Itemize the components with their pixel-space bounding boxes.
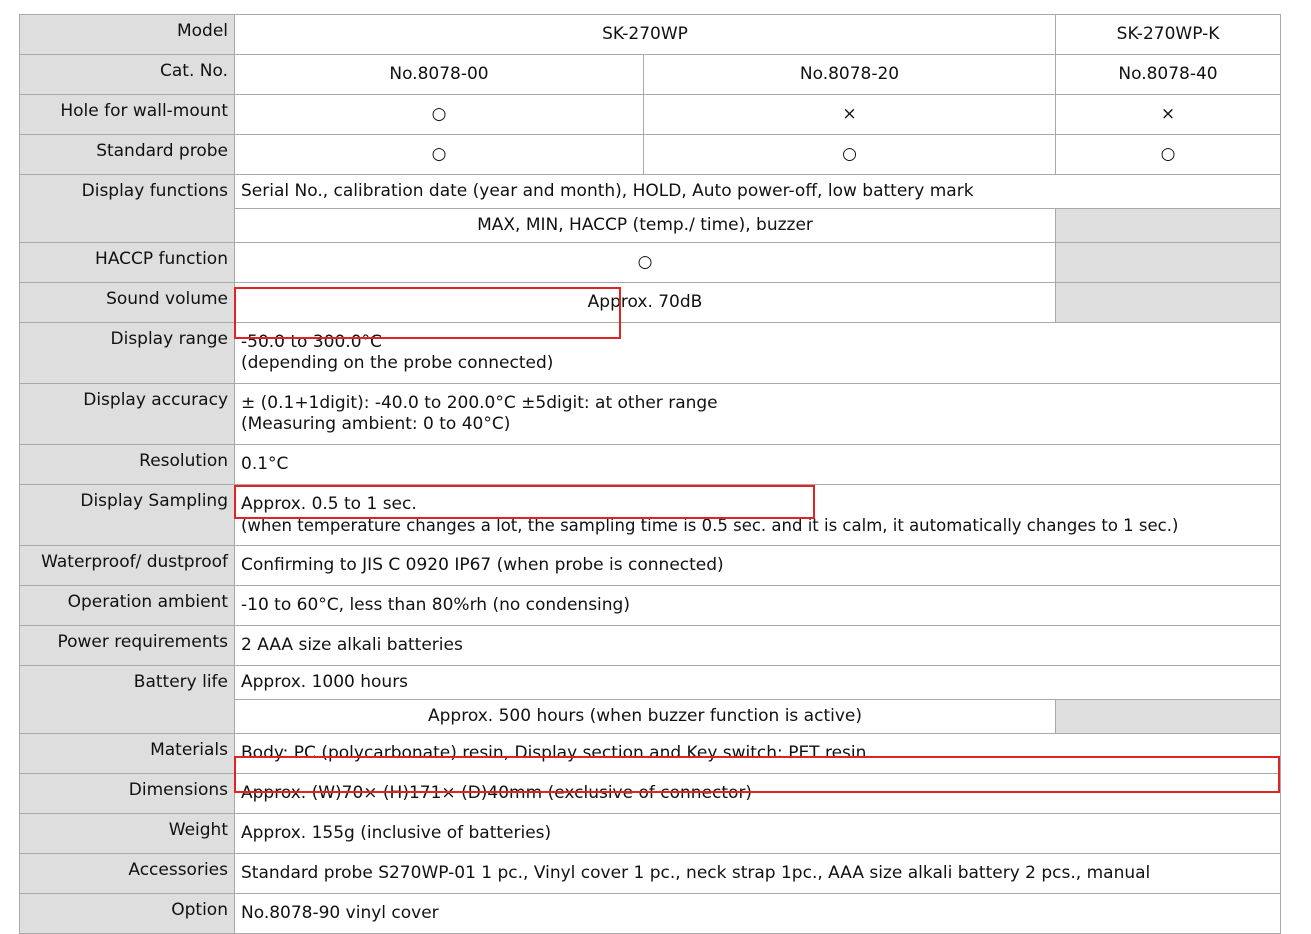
haccp-value: ○	[235, 243, 1056, 283]
row-weight	[20, 814, 1281, 854]
hole-2: ×	[644, 95, 1056, 135]
sampling-value	[235, 485, 1281, 546]
row-cat-no	[20, 55, 1281, 95]
hole-1: ○	[235, 95, 644, 135]
display-accuracy-line2: (Measuring ambient: 0 to 40°C)	[241, 414, 511, 434]
row-model	[20, 15, 1281, 55]
row-display-accuracy	[20, 384, 1281, 445]
operation-value: -10 to 60°C, less than 80%rh (no condensing)	[235, 586, 1281, 626]
row-display-functions	[20, 175, 1281, 209]
row-option	[20, 894, 1281, 934]
model-sk270wp: SK-270WP	[235, 15, 1056, 55]
accessories-value: Standard probe S270WP-01 1 pc., Vinyl cover 1 pc., neck strap 1pc., AAA size alkali battery 2 pcs., manual	[235, 854, 1281, 894]
label-materials: Materials	[20, 734, 235, 774]
row-accessories	[20, 854, 1281, 894]
label-hole: Hole for wall-mount	[20, 95, 235, 135]
row-resolution	[20, 445, 1281, 485]
label-power: Power requirements	[20, 626, 235, 666]
materials-value: Body: PC (polycarbonate) resin, Display section and Key switch: PET resin	[235, 734, 1281, 774]
row-haccp	[20, 243, 1281, 283]
display-accuracy-value	[235, 384, 1281, 445]
display-functions-na	[1056, 209, 1281, 243]
row-operation	[20, 586, 1281, 626]
resolution-value: 0.1°C	[235, 445, 1281, 485]
model-sk270wpk: SK-270WP-K	[1056, 15, 1281, 55]
label-display-functions: Display functions	[20, 175, 235, 243]
display-range-value	[235, 323, 1281, 384]
probe-1: ○	[235, 135, 644, 175]
weight-value: Approx. 155g (inclusive of batteries)	[235, 814, 1281, 854]
dimensions-value: Approx. (W)70× (H)171× (D)40mm (exclusive of connector)	[235, 774, 1281, 814]
row-sampling	[20, 485, 1281, 546]
waterproof-value: Confirming to JIS C 0920 IP67 (when probe is connected)	[235, 546, 1281, 586]
spec-table	[19, 14, 1281, 934]
row-probe	[20, 135, 1281, 175]
haccp-na	[1056, 243, 1281, 283]
label-waterproof: Waterproof/ dustproof	[20, 546, 235, 586]
label-display-range: Display range	[20, 323, 235, 384]
label-probe: Standard probe	[20, 135, 235, 175]
row-materials	[20, 734, 1281, 774]
label-option: Option	[20, 894, 235, 934]
label-battery: Battery life	[20, 666, 235, 734]
row-waterproof	[20, 546, 1281, 586]
battery-na	[1056, 700, 1281, 734]
label-display-accuracy: Display accuracy	[20, 384, 235, 445]
label-haccp: HACCP function	[20, 243, 235, 283]
cat-no-1: No.8078-00	[235, 55, 644, 95]
label-accessories: Accessories	[20, 854, 235, 894]
battery-buzzer: Approx. 500 hours (when buzzer function is active)	[235, 700, 1056, 734]
label-cat-no: Cat. No.	[20, 55, 235, 95]
display-range-line1: -50.0 to 300.0°C	[241, 332, 382, 352]
label-resolution: Resolution	[20, 445, 235, 485]
row-dimensions	[20, 774, 1281, 814]
sampling-line2: (when temperature changes a lot, the sampling time is 0.5 sec. and it is calm, it automatically changes to 1 sec.)	[241, 516, 1179, 535]
battery-common: Approx. 1000 hours	[235, 666, 1281, 700]
sound-value: Approx. 70dB	[235, 283, 1056, 323]
display-range-line2: (depending on the probe connected)	[241, 353, 554, 373]
row-battery	[20, 666, 1281, 700]
label-sampling: Display Sampling	[20, 485, 235, 546]
display-functions-common: Serial No., calibration date (year and month), HOLD, Auto power-off, low battery mark	[235, 175, 1281, 209]
label-weight: Weight	[20, 814, 235, 854]
label-operation: Operation ambient	[20, 586, 235, 626]
hole-3: ×	[1056, 95, 1281, 135]
power-value: 2 AAA size alkali batteries	[235, 626, 1281, 666]
label-model: Model	[20, 15, 235, 55]
label-sound: Sound volume	[20, 283, 235, 323]
display-accuracy-line1: ± (0.1+1digit): -40.0 to 200.0°C ±5digit: at other range	[241, 393, 718, 413]
row-power	[20, 626, 1281, 666]
probe-2: ○	[644, 135, 1056, 175]
display-functions-sk270wp: MAX, MIN, HACCP (temp./ time), buzzer	[235, 209, 1056, 243]
row-hole	[20, 95, 1281, 135]
sound-na	[1056, 283, 1281, 323]
row-sound	[20, 283, 1281, 323]
cat-no-3: No.8078-40	[1056, 55, 1281, 95]
probe-3: ○	[1056, 135, 1281, 175]
option-value: No.8078-90 vinyl cover	[235, 894, 1281, 934]
sampling-line1: Approx. 0.5 to 1 sec.	[241, 494, 417, 514]
row-display-range	[20, 323, 1281, 384]
label-dimensions: Dimensions	[20, 774, 235, 814]
cat-no-2: No.8078-20	[644, 55, 1056, 95]
